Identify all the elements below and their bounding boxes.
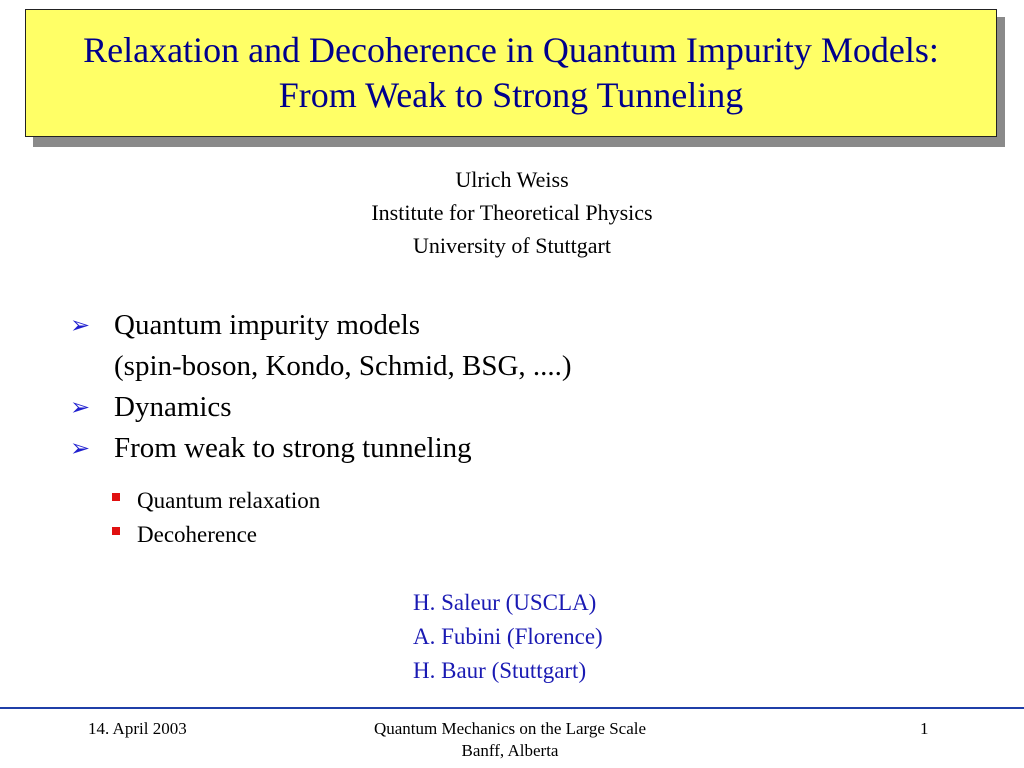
footer-location: Banff, Alberta xyxy=(461,741,559,760)
sub-bullet-item xyxy=(112,484,320,518)
collaborators-block xyxy=(413,586,603,688)
bullet-text: Quantum impurity models xyxy=(114,309,421,341)
footer-divider xyxy=(0,707,1024,709)
collaborator: A. Fubini (Florence) xyxy=(413,624,603,649)
bullet-detail-text: (spin-boson, Kondo, Schmid, BSG, ....) xyxy=(114,350,572,382)
bullet-text: Dynamics xyxy=(114,391,232,423)
author-block xyxy=(0,163,1024,262)
collaborator: H. Saleur (USCLA) xyxy=(413,590,597,615)
page-number: 1 xyxy=(920,719,929,738)
sub-bullet-text: Decoherence xyxy=(137,522,258,547)
author-university: University of Stuttgart xyxy=(413,233,611,258)
arrow-bullet-icon: ➢ xyxy=(70,434,91,462)
bullet-continuation xyxy=(70,346,572,387)
slide-title-line-1: Relaxation and Decoherence in Quantum Impurity Models: xyxy=(83,30,939,70)
footer-event xyxy=(300,718,720,762)
arrow-bullet-icon: ➢ xyxy=(70,311,91,339)
sub-bullet-text: Quantum relaxation xyxy=(137,488,321,513)
footer-date: 14. April 2003 xyxy=(88,719,187,738)
sub-bullet-item xyxy=(112,518,320,552)
sub-bullet-list xyxy=(112,484,320,552)
author-institute: Institute for Theoretical Physics xyxy=(371,200,653,225)
square-bullet-icon xyxy=(112,527,120,535)
bullet-item xyxy=(70,305,572,346)
bullet-item xyxy=(70,387,572,428)
author-name: Ulrich Weiss xyxy=(455,167,569,192)
square-bullet-icon xyxy=(112,493,120,501)
bullet-item xyxy=(70,428,572,469)
slide-title-line-2: From Weak to Strong Tunneling xyxy=(278,75,744,115)
footer-event-name: Quantum Mechanics on the Large Scale xyxy=(373,719,647,738)
bullet-text: From weak to strong tunneling xyxy=(114,432,472,464)
arrow-bullet-icon: ➢ xyxy=(70,393,91,421)
title-box xyxy=(25,9,997,137)
bullet-list xyxy=(70,305,572,469)
collaborator: H. Baur (Stuttgart) xyxy=(413,658,587,683)
